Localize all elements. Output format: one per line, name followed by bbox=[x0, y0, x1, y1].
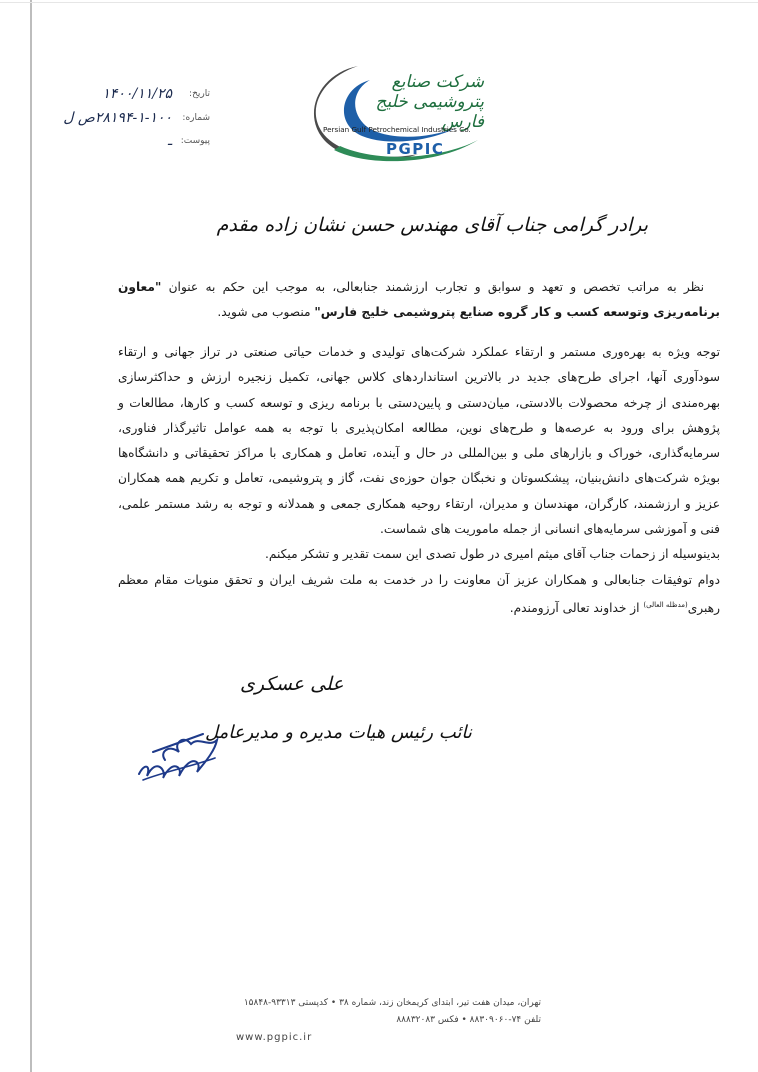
attachment-row bbox=[32, 133, 210, 151]
number-value: ۲۸۱۹۴-۱-۱۰۰ص ل bbox=[63, 110, 172, 126]
letter-meta-block bbox=[32, 86, 210, 156]
signatory-name: علی عسکری bbox=[240, 673, 344, 695]
left-margin-rule bbox=[30, 0, 32, 1072]
company-logo bbox=[300, 62, 485, 172]
handwritten-signature bbox=[133, 722, 221, 784]
date-label: تاریخ: bbox=[189, 89, 210, 99]
signatory-title: نائب رئیس هیات مدیره و مدیرعامل bbox=[205, 722, 472, 743]
body-paragraph-duties: توجه ویژه به بهره‌وری مستمر و ارتقاء عملکرد شرکت‌های تولیدی و خدمات حیاتی صنعتی در تراز جهانی و ارتقاء سودآوری آنها، اجرای طرح‌های جدید در بالاترین استانداردهای کلاس جهانی، تکمیل زنجیره ارزش و حداکثرسازی بهره‌مندی از چرخه محصولات بالادستی، میان‌دستی و پایین‌دستی با برنامه ریزی و توسعه کسب و کارها، مطالعات و پژوهش برای ورود به عرصه‌ها و طرح‌های نوین، مطالعه امکان‌پذیری با توجه به همه عوامل تاثیرگذار فناوری، سرمایه‌گذاری، خوراک و بازارهای ملی و بین‌المللی در حال و آینده، تعامل و همکاری با مراکز تحقیقاتی و دانشگاه‌ها بویژه شرکت‌های دانش‌بنیان، پیشکسوتان و نخبگان جوان حوزه‌ی نفت، گاز و پتروشیمی، تعامل و تکریم همه همکاران عزیز و ارزشمند، کارگران، مهندسان و مدیران، ارتقاء روحیه همکاری جمعی و همدلانه و توجه به رشد مستمر علمی، فنی و آموزشی سرمایه‌های انسانی از جمله ماموریت های شماست. bbox=[118, 345, 720, 537]
appointment-position-title: "معاون برنامه‌ریزی وتوسعه کسب و کار گروه صنایع پتروشیمی خلیج فارس" bbox=[118, 280, 720, 320]
footer-address: تهران، میدان هفت تیر، ابتدای کریمخان زند، شماره ۳۸ • کدپستی ۹۳۳۱۳-۱۵۸۴۸ bbox=[243, 998, 541, 1008]
company-abbreviation: PGPIC bbox=[386, 140, 445, 158]
body-paragraph-thanks: بدینوسیله از زحمات جناب آقای میثم امیری در طول تصدی این سمت تقدیر و تشکر میکنم. bbox=[265, 547, 720, 562]
date-row bbox=[32, 86, 210, 104]
letter-body bbox=[118, 340, 720, 621]
appointment-text: نظر به مراتب تخصص و تعهد و سوابق و تجارب ارزشمند جنابعالی، به موجب این حکم به عنوان bbox=[168, 280, 704, 294]
appointment-paragraph bbox=[118, 275, 720, 326]
wishes-text: دوام توفیقات جنابعالی و همکاران عزیز آن معاونت را در خدمت به ملت شریف ایران و تحقق منویات مقام معظم رهبری bbox=[118, 572, 720, 616]
footer-phone-fax: تلفن ۷۴-۸۸۳۰۹۰۶۰ • فکس ۸۸۸۳۲۰۸۳ bbox=[396, 1015, 541, 1025]
letter-footer bbox=[236, 995, 541, 1046]
company-name-fa: شرکت صنایع پتروشیمی خلیج فارس bbox=[375, 72, 484, 132]
number-row bbox=[32, 110, 210, 128]
number-label: شماره: bbox=[182, 113, 210, 123]
company-name-en: Persian Gulf Petrochemical Industries Co. bbox=[323, 125, 471, 134]
salutation: برادر گرامی جناب آقای مهندس حسن نشان زاده مقدم bbox=[216, 214, 648, 236]
top-edge-rule bbox=[0, 2, 758, 3]
attachment-value: ـ bbox=[167, 133, 172, 149]
wishes-closing: از خداوند تعالی آرزومندم. bbox=[509, 601, 640, 616]
date-value: ۱۴۰۰/۱۱/۲۵ bbox=[102, 86, 172, 102]
attachment-label: پیوست: bbox=[180, 136, 210, 146]
body-paragraph-wishes bbox=[118, 568, 720, 622]
footer-website[interactable]: www.pgpic.ir bbox=[236, 1032, 313, 1043]
appointment-closing: منصوب می شوید. bbox=[217, 305, 311, 320]
honorific-superscript: (مدظله العالی) bbox=[643, 600, 688, 609]
